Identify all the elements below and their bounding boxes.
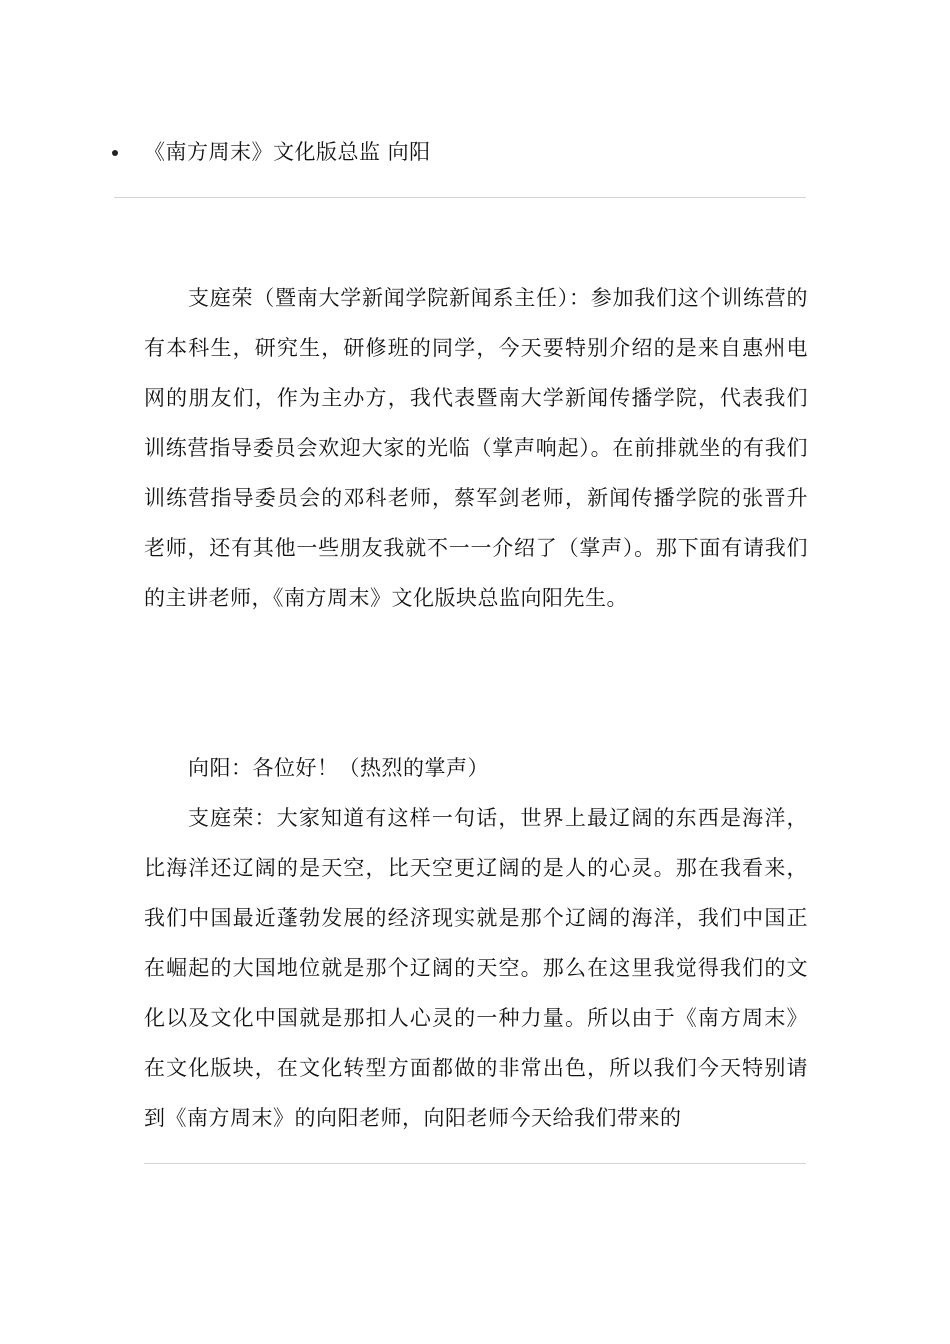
top-divider <box>114 197 806 198</box>
intro-paragraph-block <box>144 273 808 623</box>
paragraph-host-introduction: 支庭荣（暨南大学新闻学院新闻系主任）：参加我们这个训练营的有本科生，研究生，研修班的同学，今天要特别介绍的是来自惠州电网的朋友们，作为主办方，我代表暨南大学新闻传播学院，代表我们训练营指导委员会欢迎大家的光临（掌声响起）。在前排就坐的有我们训练营指导委员会的邓科老师，蔡军剑老师，新闻传播学院的张晋升老师，还有其他一些朋友我就不一一介绍了（掌声）。那下面有请我们的主讲老师，《南方周末》文化版块总监向阳先生。 <box>144 286 808 610</box>
bullet-icon <box>112 150 118 156</box>
article-title: 《南方周末》文化版总监 向阳 <box>144 140 431 164</box>
bullet-list-item <box>112 134 431 168</box>
paragraph-speaker-greeting: 向阳：各位好！（热烈的掌声） <box>188 756 489 780</box>
bottom-divider <box>144 1163 806 1164</box>
paragraph-host-remarks: 支庭荣：大家知道有这样一句话，世界上最辽阔的东西是海洋，比海洋还辽阔的是天空，比天空更辽阔的是人的心灵。那在我看来，我们中国最近蓬勃发展的经济现实就是那个辽阔的海洋，我们中国正在崛起的大国地位就是那个辽阔的天空。那么在这里我觉得我们的文化以及文化中国就是那扣人心灵的一种力量。所以由于《南方周末》在文化版块，在文化转型方面都做的非常出色，所以我们今天特别请到《南方周末》的向阳老师，向阳老师今天给我们带来的 <box>144 806 808 1130</box>
dialogue-paragraph-block <box>144 743 808 1143</box>
